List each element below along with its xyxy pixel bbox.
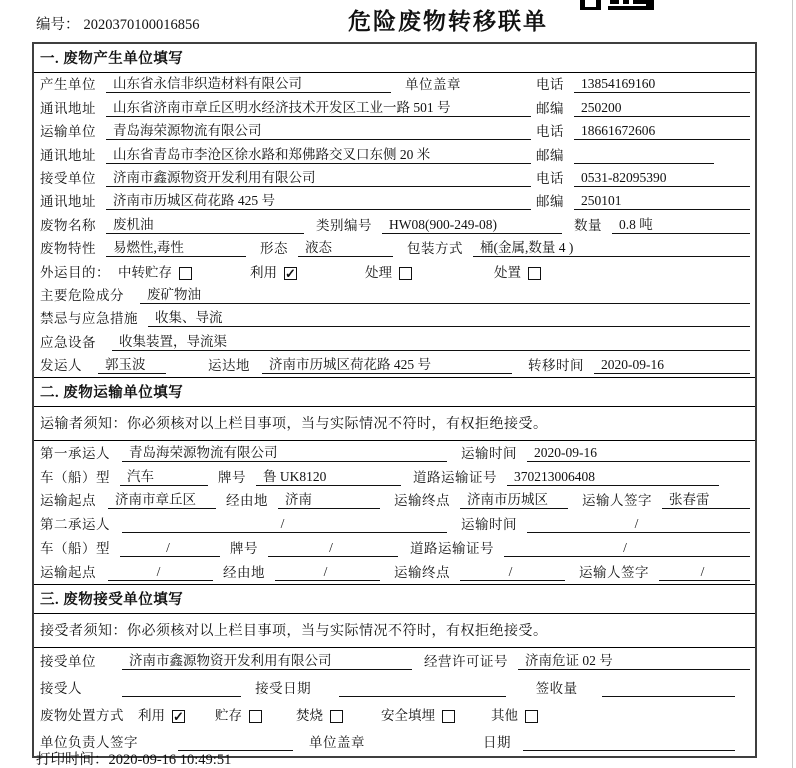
disposal-label: 废物处置方式 — [40, 707, 124, 723]
equip-label: 应急设备 — [40, 334, 96, 350]
addr3-field: 济南市历城区荷花路 425 号 — [106, 189, 531, 210]
permit1-field: 370213006408 — [507, 469, 719, 486]
phone1-field: 13854169160 — [574, 76, 750, 93]
end2-label: 运输终点 — [394, 564, 450, 580]
checkbox-transit-storage — [118, 261, 192, 281]
phone3-field: 0531-82095390 — [574, 170, 750, 187]
row-hazard-component — [34, 284, 755, 307]
print-time-value: 2020-09-16 10:49:51 — [108, 752, 232, 768]
sign1-label: 运输人签字 — [582, 493, 652, 509]
section-receiver — [34, 584, 755, 756]
via2-field: / — [275, 564, 380, 581]
checkbox-treat-box — [399, 267, 412, 280]
via2-label: 经由地 — [223, 564, 265, 580]
transfer-time-field: 2020-09-16 — [594, 357, 750, 374]
carrier2-label: 第二承运人 — [40, 517, 110, 533]
origin1-field: 济南市章丘区 — [108, 488, 216, 509]
unit-seal2-label: 单位盖章 — [309, 734, 365, 750]
qty-label: 数量 — [574, 217, 602, 233]
time2-label: 运输时间 — [461, 517, 517, 533]
time1-label: 运输时间 — [461, 445, 517, 461]
taboo-field: 收集、导流 — [148, 306, 750, 327]
received-qty-field — [602, 680, 735, 697]
date-label: 日期 — [483, 734, 511, 750]
zip2-field — [574, 147, 714, 164]
addr3-label: 通讯地址 — [40, 194, 96, 210]
dest-field: 济南市历城区荷花路 425 号 — [262, 353, 512, 374]
checkbox-storage — [215, 704, 262, 724]
date-field — [523, 734, 735, 751]
row-waste-character — [34, 237, 755, 260]
row-emergency-equipment — [34, 330, 755, 353]
sign1-field: 张春雷 — [662, 488, 750, 509]
end1-field: 济南市历城区 — [460, 488, 568, 509]
character-field: 易燃性,毒性 — [106, 236, 246, 257]
transfer-time-label: 转移时间 — [528, 358, 584, 374]
transporter-notice: 运输者须知：你必须核对以上栏目事项，当与实际情况不符时，有权拒绝接受。 — [34, 407, 755, 441]
doc-number-value: 2020370100016856 — [83, 17, 200, 33]
sign2-label: 运输人签字 — [579, 564, 649, 580]
phone2-field: 18661672606 — [574, 123, 750, 140]
vehicle1-label: 车（船）型 — [40, 469, 110, 485]
plate1-label: 牌号 — [218, 469, 246, 485]
zip2-label: 邮编 — [536, 147, 564, 163]
checkbox-r-utilize-label: 利用 — [138, 707, 165, 723]
phone2-label: 电话 — [536, 124, 564, 140]
origin2-label: 运输起点 — [40, 564, 96, 580]
section-producer — [34, 44, 755, 377]
row-transporter-address — [34, 143, 755, 166]
checkbox-transit-storage-label: 中转贮存 — [118, 264, 172, 280]
purpose-label: 外运目的： — [40, 264, 110, 280]
checkbox-transit-storage-box — [179, 267, 192, 280]
taboo-label: 禁忌与应急措施 — [40, 311, 138, 327]
checkbox-incinerate-label: 焚烧 — [296, 707, 323, 723]
plate2-field: / — [268, 540, 398, 557]
packing-field: 桶(金属,数量 4 ) — [473, 236, 750, 257]
checkbox-dispose-box — [528, 267, 541, 280]
doc-title: 危险废物转移联单 — [348, 9, 548, 34]
checkbox-treat-label: 处理 — [365, 264, 392, 280]
vehicle2-label: 车（船）型 — [40, 541, 110, 557]
license-field: 济南危证 02 号 — [518, 649, 750, 670]
checkbox-incinerate-box — [330, 710, 343, 723]
checkbox-storage-box — [249, 710, 262, 723]
accept-date-label: 接受日期 — [255, 680, 312, 696]
manifest-form — [32, 42, 757, 758]
checkbox-treat — [365, 261, 412, 281]
checkbox-r-utilize — [138, 704, 185, 724]
receiver-field: 济南市鑫源物资开发利用有限公司 — [106, 166, 531, 187]
zip3-field: 250101 — [574, 193, 750, 210]
sign2-field: / — [659, 564, 750, 581]
row-disposal-method — [34, 702, 755, 729]
print-time-label: 打印时间： — [36, 752, 109, 768]
row-vehicle1 — [34, 465, 755, 489]
doc-number-label: 编号： — [36, 17, 80, 33]
row-acceptor — [34, 675, 755, 702]
page-right-edge — [792, 0, 793, 768]
row-route1 — [34, 489, 755, 513]
unit-seal-label: 单位盖章 — [405, 77, 461, 93]
checkbox-landfill-label: 安全填埋 — [381, 707, 435, 723]
hazard-label: 主要危险成分 — [40, 287, 124, 303]
permit2-field: / — [504, 540, 750, 557]
vehicle2-field: / — [120, 540, 220, 557]
accept-unit-field: 济南市鑫源物资开发利用有限公司 — [122, 649, 412, 670]
permit2-label: 道路运输证号 — [410, 541, 494, 557]
checkbox-incinerate — [296, 704, 343, 724]
row-waste-name — [34, 213, 755, 236]
acceptor-field — [122, 680, 241, 697]
accept-date-field — [339, 680, 506, 697]
shipper-label: 发运人 — [40, 358, 82, 374]
checkbox-other-box — [525, 710, 538, 723]
phone1-label: 电话 — [536, 77, 564, 93]
section2-heading: 二. 废物运输单位填写 — [34, 378, 755, 407]
row-purpose — [34, 260, 755, 283]
checkbox-dispose-label: 处置 — [494, 264, 521, 280]
transporter-label: 运输单位 — [40, 124, 96, 140]
carrier1-label: 第一承运人 — [40, 445, 110, 461]
print-time — [36, 748, 231, 768]
waste-name-label: 废物名称 — [40, 217, 96, 233]
via1-field: 济南 — [278, 488, 380, 509]
zip3-label: 邮编 — [536, 194, 564, 210]
plate2-label: 牌号 — [230, 541, 258, 557]
row-first-carrier — [34, 441, 755, 465]
end1-label: 运输终点 — [394, 493, 450, 509]
section-transporter — [34, 377, 755, 584]
row-vehicle2 — [34, 536, 755, 560]
checkbox-other-label: 其他 — [491, 707, 518, 723]
qty-field: 0.8 吨 — [612, 213, 750, 234]
section1-heading: 一. 废物产生单位填写 — [34, 44, 755, 73]
checkbox-r-utilize-box — [172, 710, 185, 723]
row-receiver-address — [34, 190, 755, 213]
row-producer-address — [34, 96, 755, 119]
phone3-label: 电话 — [536, 170, 564, 186]
form-field: 液态 — [298, 236, 393, 257]
acceptor-label: 接受人 — [40, 680, 82, 696]
time1-field: 2020-09-16 — [527, 445, 750, 462]
permit1-label: 道路运输证号 — [413, 469, 497, 485]
receiver-notice: 接受者须知：你必须核对以上栏目事项，当与实际情况不符时，有权拒绝接受。 — [34, 614, 755, 648]
addr2-field: 山东省青岛市李沧区徐水路和郑佛路交叉口东侧 20 米 — [106, 143, 531, 164]
end2-field: / — [460, 564, 565, 581]
qr-code-icon — [580, 0, 662, 11]
checkbox-other — [491, 704, 538, 724]
row-shipper — [34, 354, 755, 377]
hazard-field: 废矿物油 — [140, 283, 750, 304]
addr1-field: 山东省济南市章丘区明水经济技术开发区工业一路 501 号 — [106, 96, 531, 117]
license-label: 经营许可证号 — [424, 653, 508, 669]
category-label: 类别编号 — [316, 217, 372, 233]
receiver-label: 接受单位 — [40, 170, 96, 186]
checkbox-utilize-box — [284, 267, 297, 280]
addr1-label: 通讯地址 — [40, 100, 96, 116]
vehicle1-field: 汽车 — [120, 465, 208, 486]
form-label: 形态 — [260, 241, 288, 257]
row-transporter — [34, 120, 755, 143]
via1-label: 经由地 — [226, 493, 268, 509]
time2-field: / — [527, 516, 750, 533]
checkbox-utilize-label: 利用 — [250, 264, 277, 280]
waste-name-field: 废机油 — [106, 213, 304, 234]
head-sign-label: 单位负责人签字 — [40, 734, 138, 750]
row-receiver — [34, 167, 755, 190]
row-accept-unit — [34, 648, 755, 675]
checkbox-dispose — [494, 261, 541, 281]
row-taboo-measures — [34, 307, 755, 330]
section3-heading: 三. 废物接受单位填写 — [34, 585, 755, 614]
checkbox-utilize — [250, 261, 297, 281]
checkbox-storage-label: 贮存 — [215, 707, 242, 723]
dest-label: 运达地 — [208, 358, 250, 374]
origin1-label: 运输起点 — [40, 493, 96, 509]
carrier1-field: 青岛海荣源物流有限公司 — [122, 441, 447, 462]
shipper-field: 郭玉波 — [98, 353, 166, 374]
checkbox-landfill — [381, 704, 455, 724]
packing-label: 包装方式 — [407, 241, 463, 257]
addr2-label: 通讯地址 — [40, 147, 96, 163]
received-qty-label: 签收量 — [535, 680, 578, 696]
checkbox-landfill-box — [442, 710, 455, 723]
row-route2 — [34, 560, 755, 584]
carrier2-field: / — [122, 516, 447, 533]
transporter-field: 青岛海荣源物流有限公司 — [106, 119, 531, 140]
character-label: 废物特性 — [40, 241, 96, 257]
row-producer — [34, 73, 755, 96]
zip1-field: 250200 — [574, 100, 750, 117]
accept-unit-label: 接受单位 — [40, 653, 96, 669]
row-second-carrier — [34, 512, 755, 536]
origin2-field: / — [108, 564, 213, 581]
equip-field: 收集装置，导流渠 — [112, 330, 750, 351]
zip1-label: 邮编 — [536, 100, 564, 116]
producer-field: 山东省永信非织造材料有限公司 — [106, 72, 391, 93]
plate1-field: 鲁 UK8120 — [256, 465, 401, 486]
category-field: HW08(900-249-08) — [382, 217, 562, 234]
producer-label: 产生单位 — [40, 77, 96, 93]
